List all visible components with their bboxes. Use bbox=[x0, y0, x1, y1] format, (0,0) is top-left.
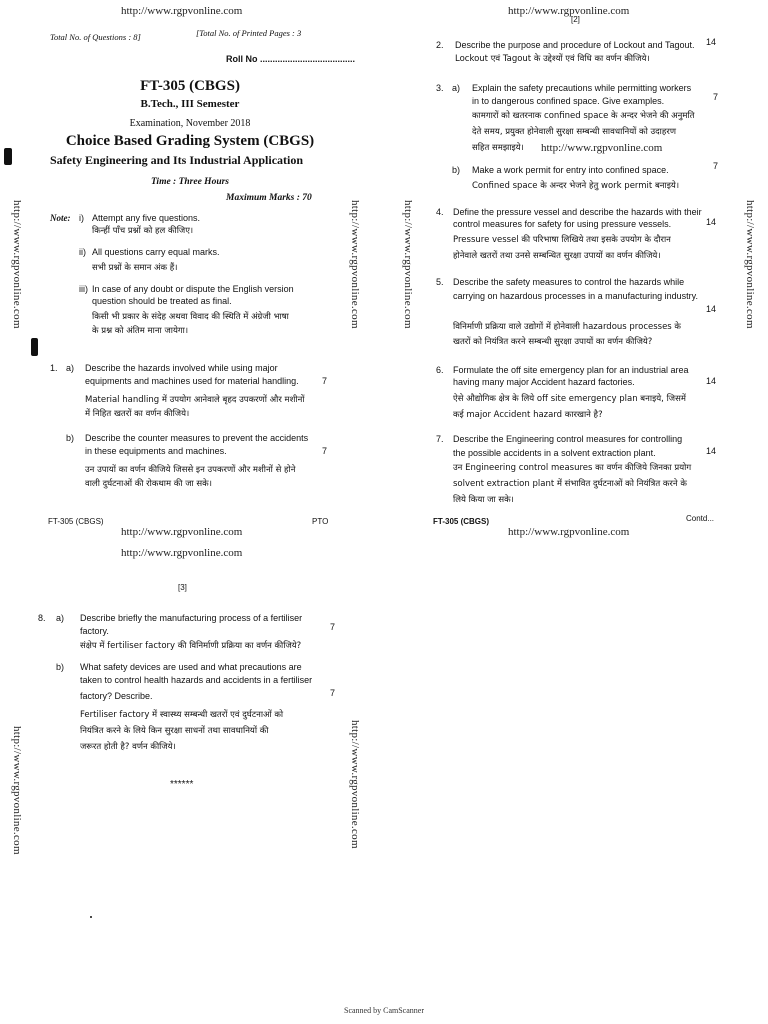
q4-hindi-1: Pressure vessel की परिभाषा लिखिये तथा इसके उपयोग के दौरान bbox=[453, 235, 671, 245]
q3a-label: a) bbox=[452, 83, 461, 93]
subject-title: Safety Engineering and Its Industrial Application bbox=[50, 153, 304, 167]
note-i-hi: किन्हीं पाँच प्रश्नों को हल कीजिए। bbox=[92, 226, 194, 236]
footer-code: FT-305 (CBGS) bbox=[48, 517, 104, 526]
q2-marks: 14 bbox=[706, 37, 717, 47]
inline-url: http://www.rgpvonline.com bbox=[541, 142, 663, 154]
q3b-text: Make a work permit for entry into confined space. bbox=[472, 165, 669, 175]
q2-hindi: Lockout एवं Tagout के उद्देश्यों एवं विधि का वर्णन कीजिये। bbox=[455, 54, 650, 64]
q4-marks: 14 bbox=[706, 217, 717, 227]
q1a-marks: 7 bbox=[322, 376, 328, 386]
q3b-label: b) bbox=[452, 165, 461, 175]
end-marker: ****** bbox=[170, 779, 194, 790]
q3-number: 3. bbox=[436, 83, 444, 93]
vertical-url-left-bottom: http://www.rgpvonline.com bbox=[11, 726, 23, 855]
q1a-text-2: equipments and machines used for material handling. bbox=[85, 376, 299, 386]
page-number: [3] bbox=[178, 583, 187, 592]
q6-number: 6. bbox=[436, 365, 444, 375]
q7-number: 7. bbox=[436, 434, 444, 444]
note-i-en: Attempt any five questions. bbox=[92, 213, 201, 223]
q6-text-1: Formulate the off site emergency plan for an industrial area bbox=[453, 365, 689, 375]
q8a-hindi: संक्षेप में fertiliser factory की विनिर्माणी प्रक्रिया का वर्णन कीजिये? bbox=[80, 641, 302, 651]
footer-url: http://www.rgpvonline.com bbox=[121, 526, 243, 538]
scan-mark bbox=[31, 338, 38, 356]
q7-text-2: the possible accidents in a solvent extraction plant. bbox=[453, 448, 656, 458]
q1b-label: b) bbox=[66, 433, 75, 443]
scan-dot bbox=[90, 916, 92, 918]
exam-title: Examination, November 2018 bbox=[129, 118, 251, 129]
max-marks: Maximum Marks : 70 bbox=[226, 193, 312, 203]
q1-number: 1. bbox=[50, 363, 58, 373]
header-url: http://www.rgpvonline.com bbox=[508, 5, 630, 17]
paper-code: FT-305 (CBGS) bbox=[140, 78, 240, 94]
vertical-url-right-edge: http://www.rgpvonline.com bbox=[744, 200, 756, 329]
footer-pto: PTO bbox=[312, 517, 329, 526]
note-iii-en2: question should be treated as final. bbox=[92, 296, 232, 306]
note-ii-en: All questions carry equal marks. bbox=[92, 247, 220, 257]
q8b-text-1: What safety devices are used and what precautions are bbox=[80, 662, 302, 672]
q5-text-2: carrying on hazardous processes in a manufacturing industry. bbox=[453, 291, 698, 301]
q7-hindi-3: लिये किया जा सके। bbox=[453, 495, 514, 505]
q3a-marks: 7 bbox=[713, 92, 719, 102]
q4-hindi-2: होनेवाले खतरों तथा उनसे सम्बन्धित सुरक्षा उपायों का वर्णन कीजिये। bbox=[453, 251, 661, 261]
q5-number: 5. bbox=[436, 277, 444, 287]
header-url: http://www.rgpvonline.com bbox=[121, 5, 243, 17]
q3a-hindi-3: सहित समझाइये। bbox=[472, 143, 524, 153]
q6-marks: 14 bbox=[706, 376, 717, 386]
vertical-url-left-top: http://www.rgpvonline.com bbox=[11, 200, 23, 329]
note-ii-hi: सभी प्रश्नों के समान अंक हैं। bbox=[92, 263, 178, 273]
vertical-url-mid-top: http://www.rgpvonline.com bbox=[349, 200, 361, 329]
q7-hindi-2: solvent extraction plant में संभावित दुर्घटनाओं को नियंत्रित करने के bbox=[453, 479, 687, 489]
q5-text-1: Describe the safety measures to control the hazards while bbox=[453, 277, 685, 287]
q3b-hindi: Confined space के अन्दर भेजने हेतु work permit बनाइये। bbox=[472, 181, 680, 191]
q5-hindi-2: खतरों को नियंत्रित करने सम्बन्धी सुरक्षा उपायों का वर्णन कीजिये? bbox=[453, 337, 653, 347]
page-number: [2] bbox=[571, 15, 580, 24]
q8a-marks: 7 bbox=[330, 622, 336, 632]
q6-hindi-1: ऐसे औद्योगिक क्षेत्र के लिये off site emergency plan बनाइये, जिसमें bbox=[453, 394, 686, 404]
q1b-text-1: Describe the counter measures to prevent the accidents bbox=[85, 433, 309, 443]
footer-code: FT-305 (CBGS) bbox=[433, 517, 490, 526]
vertical-url-mid-bottom: http://www.rgpvonline.com bbox=[349, 720, 361, 849]
roll-no: Roll No ...................................... bbox=[226, 54, 356, 64]
header-url: http://www.rgpvonline.com bbox=[121, 547, 243, 559]
q8b-text-3: factory? Describe. bbox=[80, 691, 153, 701]
q8b-marks: 7 bbox=[330, 688, 336, 698]
q1a-label: a) bbox=[66, 363, 75, 373]
q3a-text-2: in to dangerous confined space. Give examples. bbox=[472, 96, 665, 106]
q5-hindi-1: विनिर्माणी प्रक्रिया वाले उद्योगों में होनेवाली hazardous processes के bbox=[453, 322, 681, 332]
q1b-marks: 7 bbox=[322, 446, 328, 456]
q3a-hindi-2: देते समय, प्रयुक्त होनेवाली सुरक्षा सम्बन्धी सावधानियों को उदाहरण bbox=[472, 127, 676, 137]
course-title: B.Tech., III Semester bbox=[140, 98, 240, 110]
q1a-hindi-2: में निहित खतरों का वर्णन कीजिये। bbox=[85, 409, 190, 419]
note-iii-hi1: किसी भी प्रकार के संदेह अथवा विवाद की स्थिति में अंग्रेजी भाषा bbox=[92, 312, 289, 322]
note-i-num: i) bbox=[79, 213, 84, 223]
q8b-hindi-3: जरूरत होती है? वर्णन कीजिये। bbox=[80, 742, 176, 752]
q8b-hindi-2: नियंत्रित करने के लिये किन सुरक्षा साधनों तथा सावधानियों की bbox=[80, 726, 269, 736]
q8a-text-2: factory. bbox=[80, 626, 109, 636]
note-ii-num: ii) bbox=[79, 247, 86, 257]
note-label: Note: bbox=[50, 213, 71, 223]
scanner-caption: Scanned by CamScanner bbox=[344, 1006, 424, 1015]
note-iii-hi2: के प्रश्न को अंतिम माना जायेगा। bbox=[92, 326, 189, 336]
total-questions: Total No. of Questions : 8] bbox=[50, 32, 141, 42]
q4-text-1: Define the pressure vessel and describe the hazards with their bbox=[453, 207, 702, 217]
q5-marks: 14 bbox=[706, 304, 717, 314]
q1a-text-1: Describe the hazards involved while using major bbox=[85, 363, 278, 373]
q8b-label: b) bbox=[56, 662, 65, 672]
q8b-text-2: taken to control health hazards and accidents in a fertiliser bbox=[80, 675, 313, 685]
total-pages: [Total No. of Printed Pages : 3 bbox=[196, 28, 302, 38]
q1a-hindi-1: Material handling में उपयोग आनेवाले बृहद उपकरणों और मशीनों bbox=[85, 395, 305, 405]
q3a-hindi-1: कामगारों को खतरनाक confined space के अन्दर भेजने की अनुमति bbox=[472, 111, 695, 121]
footer-contd: Contd... bbox=[686, 514, 715, 523]
q6-hindi-2: कई major Accident hazard कारखाने है? bbox=[453, 410, 603, 420]
q7-text-1: Describe the Engineering control measures for controlling bbox=[453, 434, 683, 444]
q8a-text-1: Describe briefly the manufacturing process of a fertiliser bbox=[80, 613, 303, 623]
q4-text-2: control measures for safety for using pressure vessels. bbox=[453, 219, 672, 229]
q2-number: 2. bbox=[436, 40, 444, 50]
q1b-text-2: in these equipments and machines. bbox=[85, 446, 227, 456]
q6-text-2: having many major Accident hazard factories. bbox=[453, 377, 635, 387]
note-iii-en1: In case of any doubt or dispute the English version bbox=[92, 284, 294, 294]
scan-mark bbox=[4, 148, 12, 165]
vertical-url-right-left: http://www.rgpvonline.com bbox=[402, 200, 414, 329]
q3b-marks: 7 bbox=[713, 161, 719, 171]
q7-marks: 14 bbox=[706, 446, 717, 456]
q1b-hindi-1: उन उपायों का वर्णन कीजिये जिससे इन उपकरणों और मशीनों से होने bbox=[85, 465, 296, 475]
grading-title: Choice Based Grading System (CBGS) bbox=[65, 133, 315, 149]
q8b-hindi-1: Fertiliser factory में स्वास्थ्य सम्बन्धी खतरों एवं दुर्घटनाओं को bbox=[80, 710, 284, 720]
time-allowed: Time : Three Hours bbox=[150, 177, 230, 187]
q8a-label: a) bbox=[56, 613, 65, 623]
q4-number: 4. bbox=[436, 207, 444, 217]
q7-hindi-1: उन Engineering control measures का वर्णन कीजिये जिनका प्रयोग bbox=[453, 463, 692, 473]
note-iii-num: iii) bbox=[79, 284, 88, 294]
footer-url: http://www.rgpvonline.com bbox=[508, 526, 630, 538]
q1b-hindi-2: वाली दुर्घटनाओं की रोकथाम की जा सके। bbox=[85, 479, 212, 489]
q3a-text-1: Explain the safety precautions while permitting workers bbox=[472, 83, 692, 93]
q2-text: Describe the purpose and procedure of Lockout and Tagout. bbox=[455, 40, 695, 50]
q8-number: 8. bbox=[38, 613, 46, 623]
